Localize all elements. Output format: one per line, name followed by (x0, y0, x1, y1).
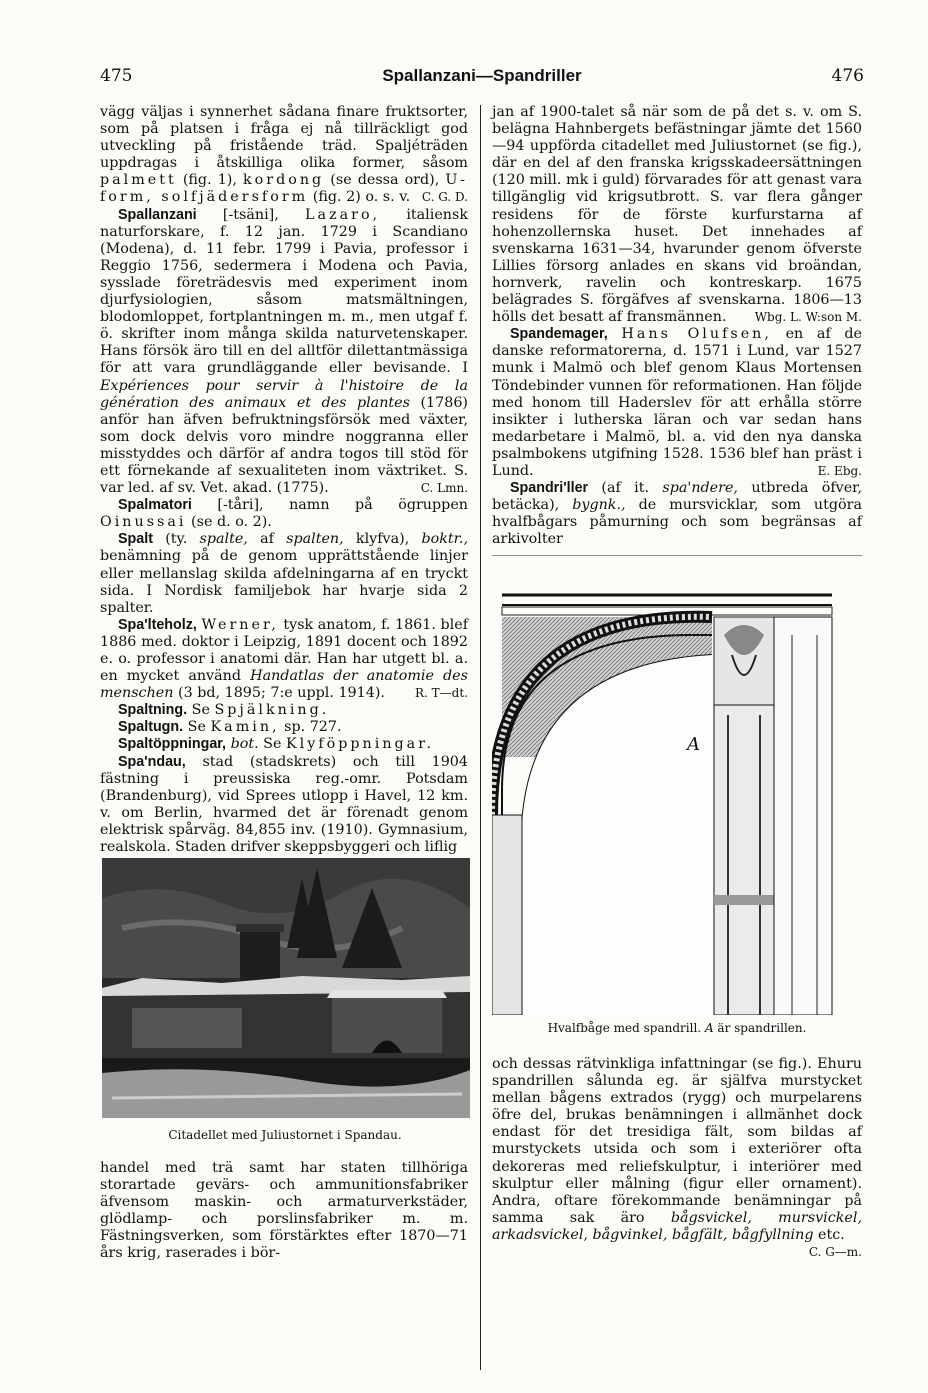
intro-paragraph: vägg väljas i synnerhet sådana finare fruktsorter, som på platsen i fråga ej nå tillräckligt god utveckling på fristående träd. Spaljéträden uppdragas i åtskilliga olika former, såsom palmett (fig. 1), kordong (se dessa ord), U-form, solfjädersform (fig. 2) o. s. v. C. G. D. (100, 104, 468, 206)
entry-spandriller: Spandri'ller (af it. spa'ndere, utbreda öfver, betäcka), bygnk., de mursvicklar, som utgöra hvalfbågars påmurning och som begränsas af arkivolter (492, 480, 862, 548)
spandau-continuation: handel med trä samt har staten tillhöriga storartade gevärs- och ammunitionsfabriker äfvensom maskin- och armaturverkstäder, glödlamp- och porslinsfabriker m. m. Fästningsverken, som förstärktes efter 1870—71 års krig, raserades i bör- (100, 1160, 468, 1262)
spandrel-illustration (492, 555, 862, 1015)
column-divider (480, 105, 481, 1370)
entry-spandau: Spa'ndau, stad (stadskrets) och till 1904 fästning i preussiska reg.-omr. Potsdam (Brandenburg), vid Sprees utlopp i Havel, 12 km. v. om Berlin, hvarmed det är förenadt genom elektrisk spårväg. 84,855 inv. (1910). Gymnasium, realskola. Staden drifver skeppsbyggeri och liflig (100, 753, 468, 856)
right-page-number: 476 (831, 66, 864, 86)
citadel-illustration (102, 858, 470, 1118)
spandriller-continuation: och dessas rätvinkliga infattningar (se fig.). Ehuru spandrillen sålunda eg. är själfva murstycket mellan bågens extrados (rygg) och murpelarens öfre del, brukas benämningen i allmänhet dock endast för det tresidiga fält, som bildas af murstyckets utsida och som i exteriörer ofta dekoreras med reliefskulptur, i interiörer med skulptur eller målning (figur eller ornament). Andra, oftare förekommande benämningar på samma sak äro bågsvickel, mursvickel, arkadsvickel, bågvinkel, bågfält, bågfyllning etc. C. G—m. (492, 1056, 862, 1260)
entry-spaltugn: Spaltugn. Se Kamin, sp. 727. (118, 719, 342, 736)
entry-spallanzani: Spallanzani [-tsäni], Lazaro, italiensk naturforskare, f. 12 jan. 1729 i Scandiano (Modena), d. 11 febr. 1799 i Pavia, professor i Reggio 1756, sedermera i Modena och Pavia, sysslade företrädesvis med experiment inom djurfysiologien, såsom matsmältningen, blodomloppet, fortplantningen m. m., men utgaf f. ö. skrifter inom många skilda naturvetenskaper. Hans försök äro till en del alltför dilettantmässiga för att vara grundläggande eller bevisande. I Expériences pour servir à l'histoire de la génération des animaux et des plantes (1786) anför han äfven befruktningsförsök med växter, som dock delvis voro mindre noggranna eller misstyddes och därför af andra togos till stöd för ett förnekande af sexualiteten inom växtriket. S. var led. af sv. Vet. akad. (1775). C. Lmn. (100, 206, 468, 497)
spandrel-figure (492, 555, 862, 1015)
spandrel-caption: Hvalfbåge med spandrill. A är spandrillen. (547, 1021, 807, 1035)
spandau-continuation-right: jan af 1900-talet så när som de på det s. v. om S. belägna Hahnbergets befästningar jämte det 1560—94 uppförda citadellet med Juliustornet (se fig.), där en del af den franska krigsskadeersättningen (120 mill. mk i guld) förvarades för att genast vara tillgänglig vid krigsutbrott. S. var flera gånger residens för de förste kurfurstarna af hohenzollernska huset. Det innehades af svenskarna 1631—34, hvarunder genom öfverste Lillies försorg anlades en skans vid broändan, hornverk, ravelin och kontreskarp. 1675 belägrades S. förgäfves af svenskarna. 1806—13 hölls det besatt af fransmännen. Wbg. L. W:son M. (492, 104, 862, 326)
entry-spaltoppningar: Spaltöppningar, bot. Se Klyföppningar. (118, 736, 435, 753)
running-header (100, 66, 864, 90)
entry-spandemager: Spandemager, Hans Olufsen, en af de danske reformatorerna, d. 1571 i Lund, var 1527 munk i Malmö och blef genom Klaus Mortensen Töndebinder vunnen för reformationen. Han följde med honom till Haderslev för att erhålla större insikter i lutherska läran och var sedan hans medarbetare i Malmö, bl. a. vid den nya danska psalmbokens utgifning 1528. 1536 blef han präst i Lund. E. Ebg. (492, 326, 862, 479)
spandrel-label: A (687, 734, 700, 755)
entry-spalt: Spalt (ty. spalte, af spalten, klyfva), boktr., benämning på de genom upprättstående linjer eller mellanslag skilda afdelningarna af en tryckt sida. I Nordisk familjebok har hvarje sida 2 spalter. (100, 531, 468, 616)
entry-spaltning: Spaltning. Se Spjälkning. (118, 702, 330, 719)
left-page-number: 475 (100, 66, 133, 86)
entry-spalteholz: Spa'lteholz, Werner, tysk anatom, f. 1861. blef 1886 med. doktor i Leipzig, 1891 docent och 1892 e. o. professor i anatomi där. Han har utgett bl. a. en mycket använd Handatlas der anatomie des menschen (3 bd, 1895; 7:e uppl. 1914). R. T—dt. (100, 616, 468, 702)
running-title: Spallanzani—Spandriller (382, 66, 582, 85)
citadel-caption: Citadellet med Juliustornet i Spandau. (168, 1128, 402, 1142)
entry-spalmatori: Spalmatori [-tåri], namn på ögruppen Oinussai (se d. o. 2). (100, 497, 468, 531)
right-column-bottom (492, 1056, 862, 1261)
citadel-figure (102, 858, 470, 1118)
left-column-top (100, 104, 468, 856)
right-column-top (492, 104, 862, 548)
left-column-bottom (100, 1160, 468, 1263)
